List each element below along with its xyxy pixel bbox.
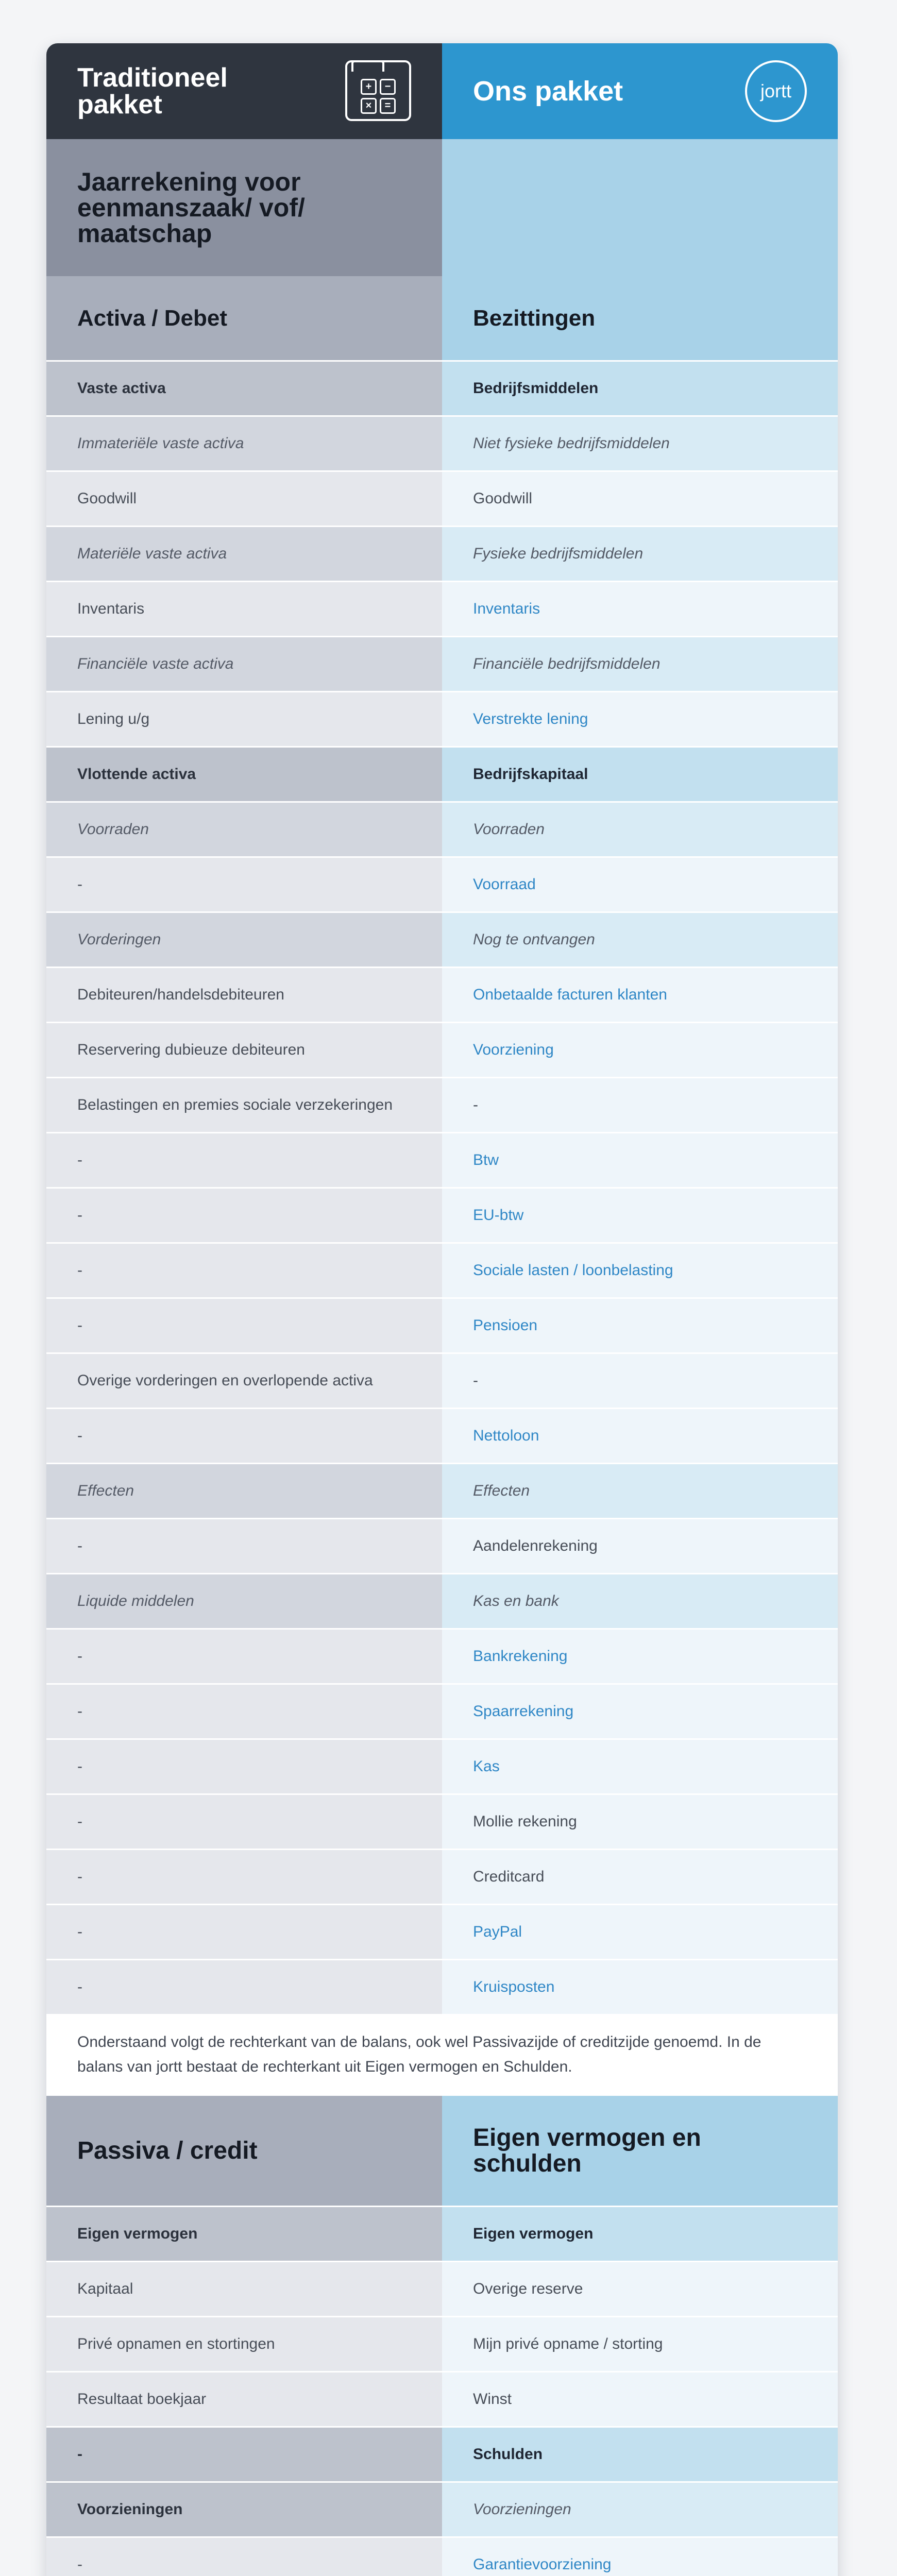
table-row: [46, 582, 838, 637]
table-row: [46, 2262, 838, 2317]
section-title-row: [46, 139, 838, 276]
table-row: [46, 1354, 838, 1409]
table-row: [46, 2428, 838, 2483]
jortt-cell: Goodwill: [442, 472, 838, 527]
table-row: [46, 527, 838, 582]
table-row: [46, 968, 838, 1023]
traditional-cell: Financiële vaste activa: [46, 637, 442, 692]
jortt-cell: Schulden: [442, 2428, 838, 2483]
comparison-table: [46, 43, 838, 2576]
traditional-cell: -: [46, 1740, 442, 1795]
traditional-cell: -: [46, 1409, 442, 1464]
jortt-cell: Voorraden: [442, 803, 838, 858]
traditional-cell: Eigen vermogen: [46, 2207, 442, 2262]
traditional-cell: Vorderingen: [46, 913, 442, 968]
traditional-cell: Liquide middelen: [46, 1574, 442, 1630]
traditional-cell: Reservering dubieuze debiteuren: [46, 1023, 442, 1078]
table-row: [46, 417, 838, 472]
traditional-cell: -: [46, 2428, 442, 2483]
jortt-cell: Eigen vermogen: [442, 2207, 838, 2262]
table-row: [46, 2538, 838, 2576]
table-row: [46, 2207, 838, 2262]
traditional-cell: -: [46, 1299, 442, 1354]
table-row: [46, 1519, 838, 1574]
activa-heading-row: [46, 276, 838, 362]
traditional-cell: -: [46, 1244, 442, 1299]
table-row: [46, 637, 838, 692]
passiva-heading: Passiva / credit: [46, 2096, 442, 2207]
table-row: [46, 2483, 838, 2538]
jortt-link[interactable]: EU-btw: [442, 1189, 838, 1244]
table-row: [46, 472, 838, 527]
table-row: [46, 1078, 838, 1133]
jortt-cell: Voorzieningen: [442, 2483, 838, 2538]
jortt-link[interactable]: Spaarrekening: [442, 1685, 838, 1740]
activa-rows: [46, 362, 838, 2015]
table-row: [46, 803, 838, 858]
traditional-cell: Overige vorderingen en overlopende activa: [46, 1354, 442, 1409]
activa-heading: Activa / Debet: [46, 276, 442, 362]
table-row: [46, 913, 838, 968]
jortt-link[interactable]: Btw: [442, 1133, 838, 1189]
jortt-link[interactable]: Bankrekening: [442, 1630, 838, 1685]
traditional-cell: -: [46, 1189, 442, 1244]
table-row: [46, 1685, 838, 1740]
bezittingen-heading: Bezittingen: [442, 276, 838, 362]
traditional-cell: -: [46, 1519, 442, 1574]
traditional-cell: -: [46, 1850, 442, 1905]
jortt-link[interactable]: Voorraad: [442, 858, 838, 913]
section-title: Jaarrekening voor eenmanszaak/ vof/ maatschap: [46, 139, 442, 276]
traditional-cell: -: [46, 1630, 442, 1685]
jortt-cell: Overige reserve: [442, 2262, 838, 2317]
jortt-link[interactable]: Pensioen: [442, 1299, 838, 1354]
traditional-cell: -: [46, 2538, 442, 2576]
traditional-cell: Vaste activa: [46, 362, 442, 417]
traditional-cell: Voorzieningen: [46, 2483, 442, 2538]
jortt-cell: Kas en bank: [442, 1574, 838, 1630]
traditional-cell: Voorraden: [46, 803, 442, 858]
jortt-link[interactable]: Nettoloon: [442, 1409, 838, 1464]
table-row: [46, 1630, 838, 1685]
traditional-package-header: [46, 43, 442, 139]
our-package-header: [442, 43, 838, 139]
traditional-cell: Effecten: [46, 1464, 442, 1519]
jortt-link[interactable]: Verstrekte lening: [442, 692, 838, 748]
table-row: [46, 692, 838, 748]
section-title-right: [442, 139, 838, 276]
jortt-cell: Fysieke bedrijfsmiddelen: [442, 527, 838, 582]
passiva-heading-row: [46, 2096, 838, 2207]
passiva-rows: [46, 2207, 838, 2576]
traditional-cell: Goodwill: [46, 472, 442, 527]
table-row: [46, 1464, 838, 1519]
table-row: [46, 1850, 838, 1905]
traditional-cell: Kapitaal: [46, 2262, 442, 2317]
jortt-cell: Mollie rekening: [442, 1795, 838, 1850]
jortt-cell: Creditcard: [442, 1850, 838, 1905]
traditional-cell: -: [46, 1133, 442, 1189]
jortt-link[interactable]: Inventaris: [442, 582, 838, 637]
traditional-package-title: Traditioneel pakket: [77, 63, 228, 120]
table-row: [46, 1795, 838, 1850]
table-row: [46, 2317, 838, 2372]
table-row: [46, 1960, 838, 2015]
traditional-cell: Belastingen en premies sociale verzekeringen: [46, 1078, 442, 1133]
table-row: [46, 1409, 838, 1464]
jortt-cell: -: [442, 1078, 838, 1133]
accounting-calculator-icon: + − × =: [345, 60, 411, 121]
jortt-cell: Mijn privé opname / storting: [442, 2317, 838, 2372]
jortt-cell: Financiële bedrijfsmiddelen: [442, 637, 838, 692]
jortt-cell: Nog te ontvangen: [442, 913, 838, 968]
table-row: [46, 1574, 838, 1630]
table-row: [46, 748, 838, 803]
table-row: [46, 1023, 838, 1078]
table-row: [46, 858, 838, 913]
traditional-cell: Materiële vaste activa: [46, 527, 442, 582]
jortt-cell: Bedrijfskapitaal: [442, 748, 838, 803]
traditional-cell: Privé opnamen en stortingen: [46, 2317, 442, 2372]
traditional-cell: -: [46, 1685, 442, 1740]
jortt-cell: Aandelenrekening: [442, 1519, 838, 1574]
table-header: [46, 43, 838, 139]
jortt-link[interactable]: Voorziening: [442, 1023, 838, 1078]
traditional-cell: Inventaris: [46, 582, 442, 637]
table-row: [46, 1905, 838, 1960]
table-row: [46, 362, 838, 417]
our-package-title: Ons pakket: [473, 76, 623, 107]
equity-debts-heading: Eigen vermogen en schulden: [442, 2096, 838, 2207]
traditional-cell: -: [46, 858, 442, 913]
traditional-cell: Vlottende activa: [46, 748, 442, 803]
jortt-link[interactable]: PayPal: [442, 1905, 838, 1960]
traditional-cell: Debiteuren/handelsdebiteuren: [46, 968, 442, 1023]
jortt-cell: -: [442, 1354, 838, 1409]
table-row: [46, 1244, 838, 1299]
traditional-cell: Lening u/g: [46, 692, 442, 748]
jortt-cell: Niet fysieke bedrijfsmiddelen: [442, 417, 838, 472]
balance-note: Onderstaand volgt de rechterkant van de balans, ook wel Passivazijde of creditzijde genoemd. In de balans van jortt bestaat de rechterkant uit Eigen vermogen en Schulden.: [46, 2015, 838, 2096]
table-row: [46, 1740, 838, 1795]
traditional-cell: Immateriële vaste activa: [46, 417, 442, 472]
table-row: [46, 1189, 838, 1244]
jortt-link[interactable]: Kruisposten: [442, 1960, 838, 2015]
traditional-cell: -: [46, 1795, 442, 1850]
table-row: [46, 1133, 838, 1189]
jortt-link[interactable]: Kas: [442, 1740, 838, 1795]
traditional-cell: -: [46, 1905, 442, 1960]
traditional-cell: -: [46, 1960, 442, 2015]
table-row: [46, 2372, 838, 2428]
jortt-cell: Effecten: [442, 1464, 838, 1519]
jortt-cell: Winst: [442, 2372, 838, 2428]
jortt-link[interactable]: Onbetaalde facturen klanten: [442, 968, 838, 1023]
jortt-link[interactable]: Garantievoorziening: [442, 2538, 838, 2576]
traditional-cell: Resultaat boekjaar: [46, 2372, 442, 2428]
table-row: [46, 1299, 838, 1354]
jortt-link[interactable]: Sociale lasten / loonbelasting: [442, 1244, 838, 1299]
jortt-logo: jortt: [745, 60, 807, 122]
jortt-cell: Bedrijfsmiddelen: [442, 362, 838, 417]
